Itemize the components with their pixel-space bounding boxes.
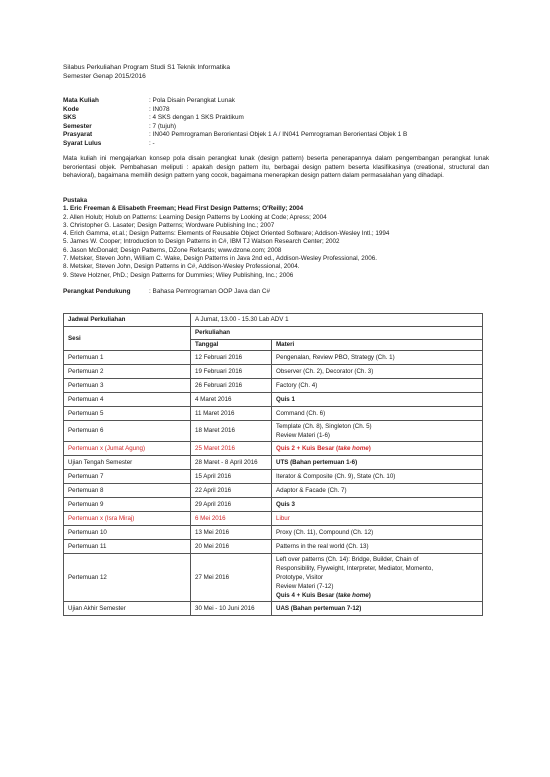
reference-item: 7. Metsker, Steven John, William C. Wake, Design Patterns in Java 2nd ed., Addison-Wesley Professional, 2006. (63, 255, 377, 263)
meta-key: SKS (63, 114, 77, 121)
materi-cell: Patterns in the real world (Ch. 13) (272, 540, 483, 554)
supporting-tools-key: Perangkat Pendukung (63, 288, 131, 295)
reference-item: 6. Jason McDonald; Design Patterns, DZone Refcards; www.dzone.com; 2008 (63, 246, 282, 254)
materi-line: Prototype, Visitor (276, 574, 324, 582)
sesi-cell: Pertemuan 5 (64, 407, 191, 421)
table-row (64, 365, 483, 379)
tanggal-header: Tanggal (191, 340, 272, 351)
tanggal-cell: 12 Februari 2016 (191, 351, 272, 365)
table-row (64, 540, 483, 554)
table-row (64, 393, 483, 407)
sesi-cell: Pertemuan 12 (64, 554, 191, 602)
materi-cell: UTS (Bahan pertemuan 1-6) (272, 456, 483, 470)
reference-item: 8. Metsker, Steven John, Design Patterns in C#, Addison-Wesley Professional, 2004. (63, 263, 300, 271)
course-description: Mata kuliah ini mengajarkan konsep pola disain perangkat lunak (design pattern) beserta penerapannya dalam pengembangan perangkat lunak berorientasi objek. Pembahasan meliputi : apakah design pattern itu, berbagai design pattern beserta klasifikasinya (creational, structural dan behavioral), bagaimana memilih design pattern yang cocok, bagaimana menerapkan design pattern dalam permasalahan yang dihadapi. (63, 155, 489, 179)
materi-line: Responsibility, Flyweight, Interpreter, Mediator, Momento, (276, 565, 434, 573)
table-row (64, 526, 483, 540)
meta-row (63, 131, 407, 140)
meta-value: : 7 (tujuh) (149, 122, 176, 130)
table-row (64, 456, 483, 470)
materi-text: Quis 4 + Kuis Besar ( (276, 592, 339, 600)
meta-value: : IN040 Pemrograman Berorientasi Objek 1 A / IN041 Pemrograman Berorientasi Objek 1 B (149, 131, 408, 138)
tanggal-cell: 26 Februari 2016 (191, 379, 272, 393)
tanggal-cell: 19 Februari 2016 (191, 365, 272, 379)
table-row (64, 512, 483, 526)
meta-value: : - (149, 139, 155, 147)
tanggal-cell: 22 April 2016 (191, 484, 272, 498)
table-row (64, 554, 483, 602)
table-row (64, 602, 483, 616)
sesi-cell: Pertemuan 10 (64, 526, 191, 540)
materi-cell: Quis 3 (272, 498, 483, 512)
materi-cell (272, 554, 483, 602)
sesi-cell: Pertemuan 4 (64, 393, 191, 407)
materi-cell: Command (Ch. 6) (272, 407, 483, 421)
sesi-cell: Pertemuan x (Isra Miraj) (64, 512, 191, 526)
materi-text: ) (368, 592, 371, 600)
materi-cell: Proxy (Ch. 11), Compound (Ch. 12) (272, 526, 483, 540)
table-row (64, 379, 483, 393)
sesi-cell: Pertemuan 3 (64, 379, 191, 393)
table-row (64, 498, 483, 512)
table-row (64, 470, 483, 484)
meta-key: Prasyarat (63, 131, 93, 138)
jadwal-label: Jadwal Perkuliahan (64, 314, 191, 327)
table-row (64, 442, 483, 456)
sesi-cell: Pertemuan 2 (64, 365, 191, 379)
meta-row (63, 97, 407, 106)
tanggal-cell: 28 Maret - 8 April 2016 (191, 456, 272, 470)
reference-item: 2. Allen Holub; Holub on Patterns: Learning Design Patterns by Looking at Code; Apress; 2004 (63, 213, 327, 221)
sesi-cell: Pertemuan 11 (64, 540, 191, 554)
materi-cell: Iterator & Composite (Ch. 9), State (Ch. 10) (272, 470, 483, 484)
table-row (64, 484, 483, 498)
materi-line: Template (Ch. 8), Singleton (Ch. 5) (276, 423, 372, 431)
reference-title: Pustaka (63, 197, 88, 204)
tanggal-cell: 29 April 2016 (191, 498, 272, 512)
materi-header: Materi (272, 340, 483, 351)
table-row (64, 351, 483, 365)
jadwal-value: A Jumat, 13.00 - 15.30 Lab ADV 1 (191, 314, 483, 327)
materi-cell: Pengenalan, Review PBO, Strategy (Ch. 1) (272, 351, 483, 365)
semester-title: Semester Genap 2015/2016 (63, 72, 146, 80)
sesi-cell: Pertemuan 7 (64, 470, 191, 484)
materi-cell: Libur (272, 512, 483, 526)
reference-item: 9. Steve Holzner, PhD.; Design Patterns for Dummies; Wiley Publishing, Inc.; 2006 (63, 271, 294, 279)
tanggal-cell: 6 Mei 2016 (191, 512, 272, 526)
tanggal-cell: 15 April 2016 (191, 470, 272, 484)
schedule-table (63, 313, 483, 616)
schedule-header-row (64, 314, 483, 327)
meta-key: Kode (63, 105, 79, 113)
materi-line: Review Materi (7-12) (276, 583, 334, 591)
meta-row (63, 140, 407, 149)
meta-value: : Pola Disain Perangkat Lunak (149, 97, 235, 104)
reference-item: 4. Erich Gamma, et.al.; Design Patterns: Elements of Reusable Object Oriented Software; Addison-Wesley Intl.; 1994 (63, 230, 390, 238)
sesi-cell: Pertemuan 9 (64, 498, 191, 512)
table-row (64, 407, 483, 421)
materi-line: Review Materi (1-6) (276, 432, 330, 440)
perkuliahan-header: Perkuliahan (191, 327, 483, 340)
meta-key: Mata Kuliah (63, 97, 99, 104)
tanggal-cell: 4 Maret 2016 (191, 393, 272, 407)
materi-line: Left over patterns (Ch. 14): Bridge, Builder, Chain of (276, 556, 419, 564)
meta-key: Semester (63, 122, 92, 130)
program-title: Silabus Perkuliahan Program Studi S1 Teknik Informatika (63, 64, 231, 71)
meta-value: : 4 SKS dengan 1 SKS Praktikum (149, 114, 244, 121)
meta-key: Syarat Lulus (63, 139, 102, 147)
tanggal-cell: 11 Maret 2016 (191, 407, 272, 421)
materi-text: ) (368, 444, 371, 452)
materi-text-italic: take home (338, 444, 369, 452)
sesi-cell: Pertemuan 8 (64, 484, 191, 498)
reference-item: 3. Christopher G. Lasater; Design Patterns; Wordware Publishing Inc.; 2007 (63, 221, 275, 229)
schedule-subheader-row (64, 327, 483, 340)
sesi-cell: Pertemuan x (Jumat Agung) (64, 442, 191, 456)
reference-item: 5. James W. Cooper; Introduction to Design Patterns in C#, IBM TJ Watson Research Center; 2002 (63, 238, 340, 246)
sesi-cell: Pertemuan 6 (64, 421, 191, 442)
sesi-cell: Ujian Akhir Semester (64, 602, 191, 616)
meta-row (63, 123, 407, 132)
meta-row (63, 114, 407, 123)
materi-cell: Quis 1 (272, 393, 483, 407)
reference-item: 1. Eric Freeman & Elisabeth Freeman; Head First Design Patterns; O'Reilly; 2004 (63, 205, 304, 213)
materi-cell (272, 421, 483, 442)
sesi-cell: Pertemuan 1 (64, 351, 191, 365)
materi-cell: Adaptor & Facade (Ch. 7) (272, 484, 483, 498)
materi-cell (272, 442, 483, 456)
materi-text-italic: take home (338, 592, 369, 600)
course-meta (63, 97, 407, 148)
tanggal-cell: 25 Maret 2016 (191, 442, 272, 456)
table-row (64, 421, 483, 442)
materi-line (276, 591, 478, 600)
materi-text: Quis 2 + Kuis Besar ( (276, 444, 339, 452)
materi-cell: Factory (Ch. 4) (272, 379, 483, 393)
tanggal-cell: 27 Mei 2016 (191, 554, 272, 602)
materi-cell: UAS (Bahan pertemuan 7-12) (272, 602, 483, 616)
supporting-tools (63, 288, 270, 297)
document-header (63, 64, 230, 81)
materi-cell: Observer (Ch. 2), Decorator (Ch. 3) (272, 365, 483, 379)
meta-row (63, 106, 407, 115)
tanggal-cell: 13 Mei 2016 (191, 526, 272, 540)
tanggal-cell: 20 Mei 2016 (191, 540, 272, 554)
tanggal-cell: 18 Maret 2016 (191, 421, 272, 442)
sesi-header: Sesi (64, 327, 191, 351)
tanggal-cell: 30 Mei - 10 Juni 2016 (191, 602, 272, 616)
supporting-tools-value: : Bahasa Pemrograman OOP Java dan C# (149, 288, 271, 295)
reference-list (63, 197, 503, 280)
meta-value: : IN078 (149, 105, 170, 113)
sesi-cell: Ujian Tengah Semester (64, 456, 191, 470)
